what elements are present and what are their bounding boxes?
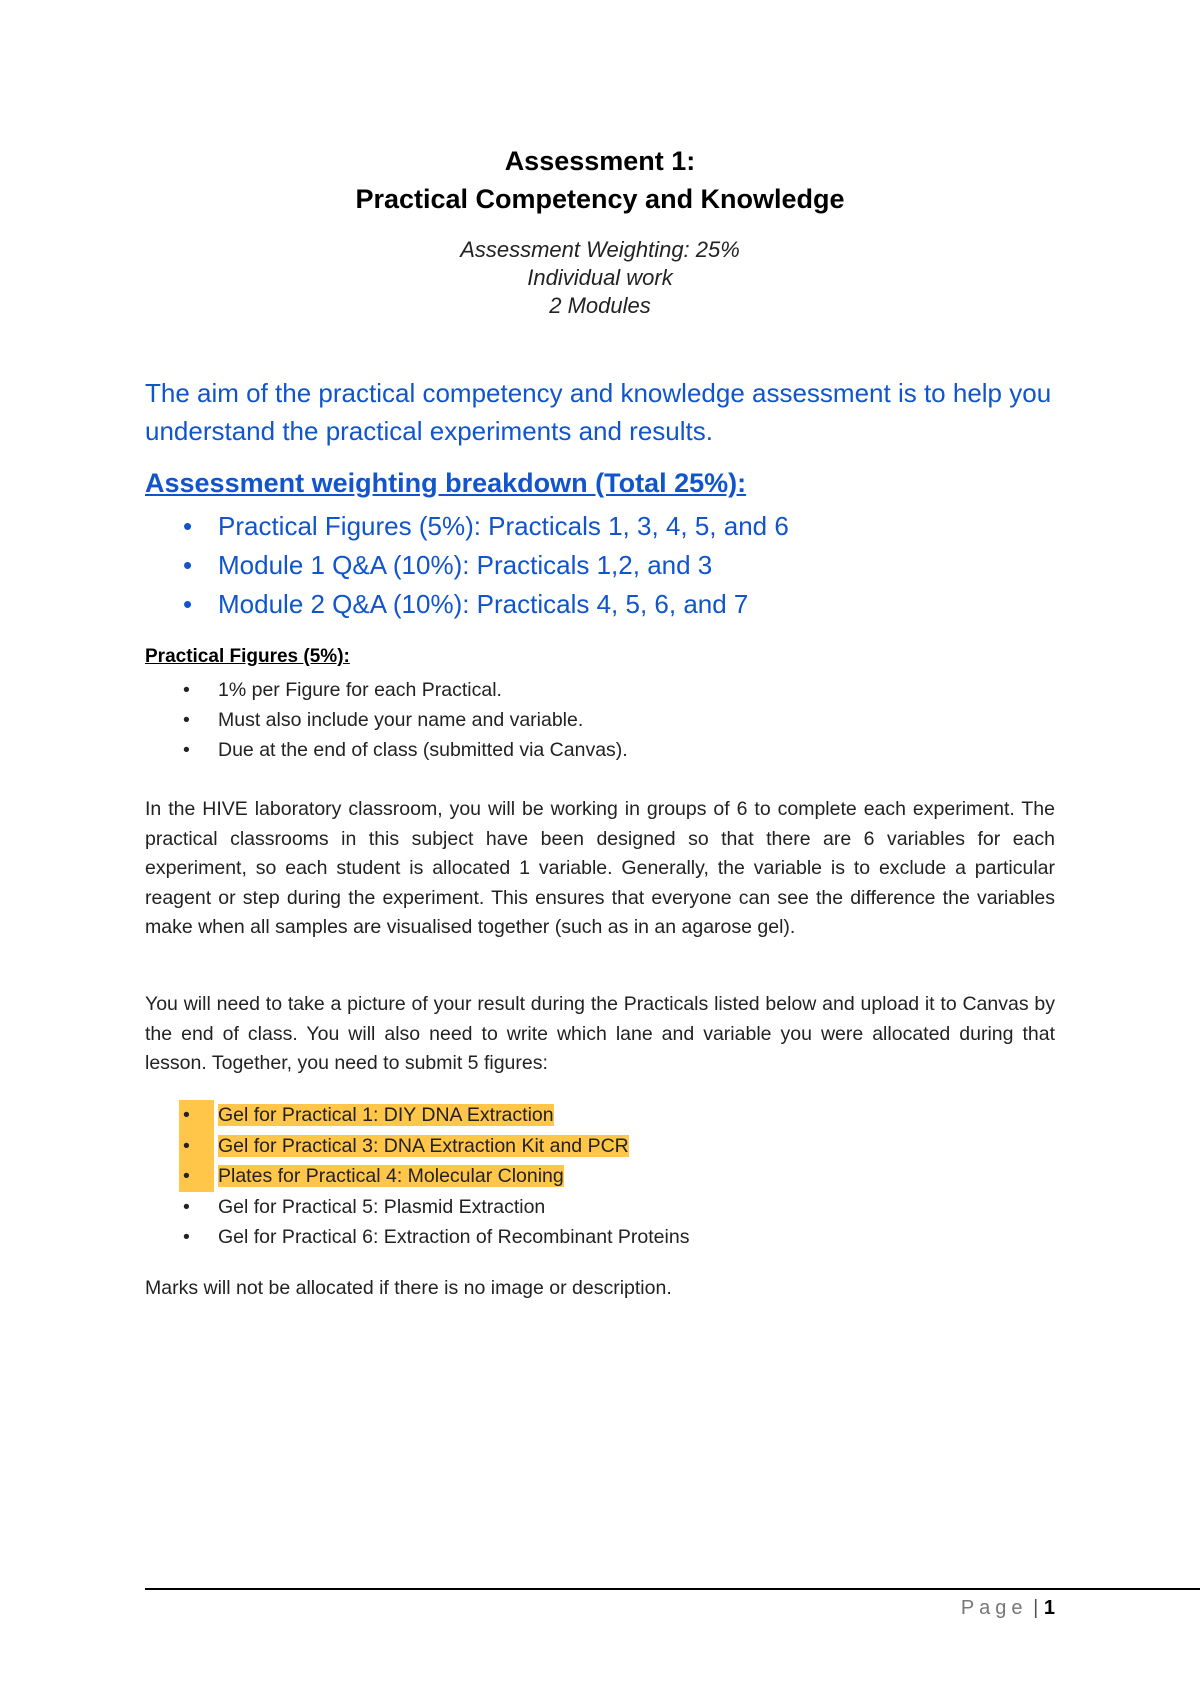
figure-item-text: Gel for Practical 5: Plasmid Extraction (218, 1195, 546, 1218)
bullet-icon: • (179, 1161, 214, 1192)
paragraph-submission: You will need to take a picture of your result during the Practicals listed below and upload it to Canvas by the end of class. You will also need to write which lane and variable you were allocated during that lesson. Together, you need to submit 5 figures: (145, 993, 1055, 1074)
pf-item-text: 1% per Figure for each Practical. (218, 679, 502, 701)
bullet-icon: • (183, 550, 193, 580)
bullet-icon: • (179, 1100, 214, 1131)
pf-item-text: Must also include your name and variable. (218, 709, 584, 731)
figure-item-text: Gel for Practical 3: DNA Extraction Kit and PCR (218, 1134, 629, 1157)
footer-page-label: Page (960, 1597, 1028, 1619)
aim-statement: The aim of the practical competency and knowledge assessment is to help you understand the practical experiments and results. (145, 378, 1052, 446)
list-item (145, 1192, 689, 1223)
meta-work-type: Individual work (527, 265, 673, 290)
footer-divider (145, 1588, 1200, 1590)
breakdown-item-text: Module 2 Q&A (10%): Practicals 4, 5, 6, and 7 (218, 589, 749, 619)
list-item (145, 1100, 689, 1131)
bullet-icon: • (183, 511, 193, 541)
document-title (145, 142, 1055, 218)
list-item (145, 1131, 689, 1162)
list-item (145, 507, 789, 546)
bullet-icon: • (183, 589, 193, 619)
title-line-2: Practical Competency and Knowledge (355, 184, 845, 214)
list-item (145, 1161, 689, 1192)
practical-figures-list (145, 675, 628, 765)
page-footer (145, 1597, 1055, 1620)
figure-item-text: Gel for Practical 6: Extraction of Recombinant Proteins (218, 1226, 690, 1248)
list-item (145, 1222, 689, 1253)
bullet-icon: • (179, 1131, 214, 1162)
bullet-icon: • (183, 1226, 190, 1248)
list-item (145, 675, 628, 705)
practical-figures-heading: Practical Figures (5%): (145, 646, 350, 667)
meta-modules: 2 Modules (549, 293, 651, 318)
bullet-icon: • (183, 1195, 190, 1218)
bullet-icon: • (183, 679, 190, 701)
paragraph-marks-note: Marks will not be allocated if there is no image or description. (145, 1277, 672, 1299)
list-item (145, 546, 789, 585)
paragraph-hive-classroom: In the HIVE laboratory classroom, you will be working in groups of 6 to complete each experiment. The practical classrooms in this subject have been designed so that there are 6 variables for each experiment, so each student is allocated 1 variable. Generally, the variable is to exclude a particular reagent or step during the experiment. This ensures that everyone can see the difference the variables make when all samples are visualised together (such as in an agarose gel). (145, 798, 1055, 938)
figure-item-text: Plates for Practical 4: Molecular Cloning (218, 1165, 564, 1187)
list-item (145, 705, 628, 735)
figures-list (145, 1100, 689, 1253)
breakdown-item-text: Practical Figures (5%): Practicals 1, 3, 4, 5, and 6 (218, 511, 789, 541)
title-line-1: Assessment 1: (504, 146, 696, 176)
list-item (145, 735, 628, 765)
assessment-meta (145, 236, 1055, 320)
breakdown-item-text: Module 1 Q&A (10%): Practicals 1,2, and 3 (218, 550, 713, 580)
pf-item-text: Due at the end of class (submitted via Canvas). (218, 739, 628, 761)
figure-item-text: Gel for Practical 1: DIY DNA Extraction (218, 1104, 554, 1126)
breakdown-heading: Assessment weighting breakdown (Total 25%): (145, 468, 747, 498)
bullet-icon: • (183, 709, 190, 731)
list-item (145, 585, 789, 624)
bullet-icon: • (183, 739, 190, 761)
footer-page-number: 1 (1043, 1597, 1055, 1619)
meta-weighting: Assessment Weighting: 25% (460, 237, 740, 262)
footer-separator: | (1033, 1597, 1039, 1619)
breakdown-list (145, 507, 789, 624)
